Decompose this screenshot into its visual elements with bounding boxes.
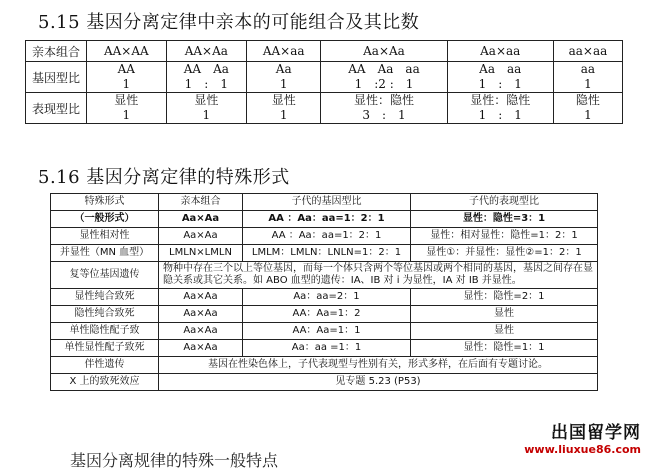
- table-row: [26, 41, 623, 62]
- parent-cell: Aa×Aa: [159, 323, 243, 340]
- parent-cell: Aa×Aa: [159, 340, 243, 357]
- table-row: [51, 357, 598, 374]
- logo-url[interactable]: www.liuxue86.com: [524, 443, 641, 456]
- phenotype-ratio-cell: 显性: [411, 323, 598, 340]
- table-header-row: [51, 194, 598, 211]
- table-row: [51, 228, 598, 245]
- section1-title: 5.15 基因分离定律中亲本的可能组合及其比数: [38, 12, 420, 33]
- phenotype-ratio-cell: 显性：隐性=3：1: [411, 211, 598, 228]
- row-label: 表现型比: [26, 93, 87, 124]
- phenotype-cell: [447, 93, 553, 124]
- form-cell: 复等位基因遗传: [51, 262, 159, 289]
- parent-cell: Aa×Aa: [159, 211, 243, 228]
- cut-off-heading: 基因分离规律的特殊一般特点: [70, 451, 279, 470]
- phenotype-ratio-cell: 显性：隐性=2：1: [411, 289, 598, 306]
- genotype-cell: [166, 62, 246, 93]
- phenotype-cell: [321, 93, 447, 124]
- genotype-ratio: 1: [279, 77, 288, 91]
- row-label: 基因型比: [26, 62, 87, 93]
- table-row: [26, 93, 623, 124]
- phenotype-cell: [166, 93, 246, 124]
- parent-cell: LMLN×LMLN: [159, 245, 243, 262]
- genotype-text: AA Aa: [183, 62, 229, 76]
- parent-cell: Aa×Aa: [159, 306, 243, 323]
- combo-cell: Aa×Aa: [321, 41, 447, 62]
- combo-cell: AA×AA: [87, 41, 167, 62]
- phenotype-text: 隐性: [575, 93, 600, 107]
- genotype-ratio-cell: Aa：aa =1：1: [243, 340, 411, 357]
- parent-combination-table: [25, 40, 623, 124]
- form-cell: 显性纯合致死: [51, 289, 159, 306]
- genotype-ratio: 1 : 1: [184, 77, 228, 91]
- phenotype-ratio: 1: [202, 108, 211, 122]
- phenotype-cell: [553, 93, 622, 124]
- phenotype-ratio-cell: 显性①：并显性：显性②=1：2：1: [411, 245, 598, 262]
- parent-cell: Aa×Aa: [159, 228, 243, 245]
- combo-cell: aa×aa: [553, 41, 622, 62]
- form-cell: 伴性遗传: [51, 357, 159, 374]
- form-cell: 单性显性配子致死: [51, 340, 159, 357]
- site-logo: [511, 418, 641, 456]
- table-row: [51, 289, 598, 306]
- genotype-ratio: 1: [584, 77, 592, 91]
- column-header: 特殊形式: [51, 194, 159, 211]
- genotype-ratio-cell: LMLM：LMLN：LNLN=1：2：1: [243, 245, 411, 262]
- description-cell: 见专题 5.23 (P53): [159, 374, 598, 391]
- genotype-text: Aa: [275, 62, 292, 76]
- phenotype-cell: [87, 93, 167, 124]
- genotype-text: AA Aa aa: [348, 62, 420, 76]
- logo-title: 出国留学网: [551, 423, 641, 443]
- phenotype-ratio: 3 : 1: [362, 108, 406, 122]
- phenotype-ratio: 1: [279, 108, 288, 122]
- phenotype-ratio-cell: 显性：隐性=1：1: [411, 340, 598, 357]
- form-cell: X 上的致死效应: [51, 374, 159, 391]
- phenotype-ratio: 1: [584, 108, 592, 122]
- special-forms-table: [50, 193, 598, 391]
- form-cell: （一般形式）: [51, 211, 159, 228]
- genotype-text: AA: [117, 62, 135, 76]
- phenotype-ratio: 1: [122, 108, 131, 122]
- parent-cell: Aa×Aa: [159, 289, 243, 306]
- genotype-cell: [321, 62, 447, 93]
- table-row: [51, 340, 598, 357]
- column-header: 子代的表现型比: [411, 194, 598, 211]
- phenotype-cell: [247, 93, 321, 124]
- combo-cell: AA×Aa: [166, 41, 246, 62]
- description-cell: 物种中存在三个以上等位基因，而每一个体只含两个等位基因或两个相同的基因，基因之间存在显隐关系或其它关系。如 ABO 血型的遗传：IA、IB 对 i 为显性，IA 对 IB 并显性。: [159, 262, 598, 289]
- table-row: [51, 211, 598, 228]
- genotype-ratio-cell: AA ：Aa：aa=1：2：1: [243, 228, 411, 245]
- phenotype-text: 显性: [194, 93, 219, 107]
- phenotype-ratio: 1 : 1: [478, 108, 522, 122]
- row-label: 亲本组合: [26, 41, 87, 62]
- table-row: [51, 323, 598, 340]
- genotype-ratio: 1 :2 : 1: [354, 77, 414, 91]
- genotype-cell: [553, 62, 622, 93]
- genotype-ratio-cell: Aa：aa=2：1: [243, 289, 411, 306]
- genotype-ratio-cell: AA：Aa=1：1: [243, 323, 411, 340]
- table-row: [51, 245, 598, 262]
- table-row: [51, 262, 598, 289]
- column-header: 子代的基因型比: [243, 194, 411, 211]
- genotype-cell: [447, 62, 553, 93]
- phenotype-text: 显性: [271, 93, 296, 107]
- form-cell: 显性相对性: [51, 228, 159, 245]
- phenotype-ratio-cell: 显性: [411, 306, 598, 323]
- genotype-text: aa: [580, 62, 596, 76]
- phenotype-text: 显性: [114, 93, 139, 107]
- phenotype-text: 显性：隐性: [470, 93, 531, 107]
- genotype-cell: [87, 62, 167, 93]
- form-cell: 单性隐性配子致: [51, 323, 159, 340]
- form-cell: 隐性纯合致死: [51, 306, 159, 323]
- phenotype-text: 显性：隐性: [353, 93, 414, 107]
- genotype-text: Aa aa: [479, 62, 522, 76]
- table-row: [51, 306, 598, 323]
- column-header: 亲本组合: [159, 194, 243, 211]
- genotype-cell: [247, 62, 321, 93]
- section2-title: 5.16 基因分离定律的特殊形式: [38, 167, 290, 188]
- description-cell: 基因在性染色体上，子代表现型与性别有关，形式多样，在后面有专题讨论。: [159, 357, 598, 374]
- combo-cell: Aa×aa: [447, 41, 553, 62]
- combo-cell: AA×aa: [247, 41, 321, 62]
- genotype-ratio-cell: AA ：Aa：aa=1：2：1: [243, 211, 411, 228]
- genotype-ratio: 1: [122, 77, 131, 91]
- phenotype-ratio-cell: 显性：相对显性：隐性=1：2：1: [411, 228, 598, 245]
- genotype-ratio-cell: AA：Aa=1：2: [243, 306, 411, 323]
- table-row: [26, 62, 623, 93]
- form-cell: 并显性（MN 血型）: [51, 245, 159, 262]
- genotype-ratio: 1 : 1: [478, 77, 522, 91]
- table-row: [51, 374, 598, 391]
